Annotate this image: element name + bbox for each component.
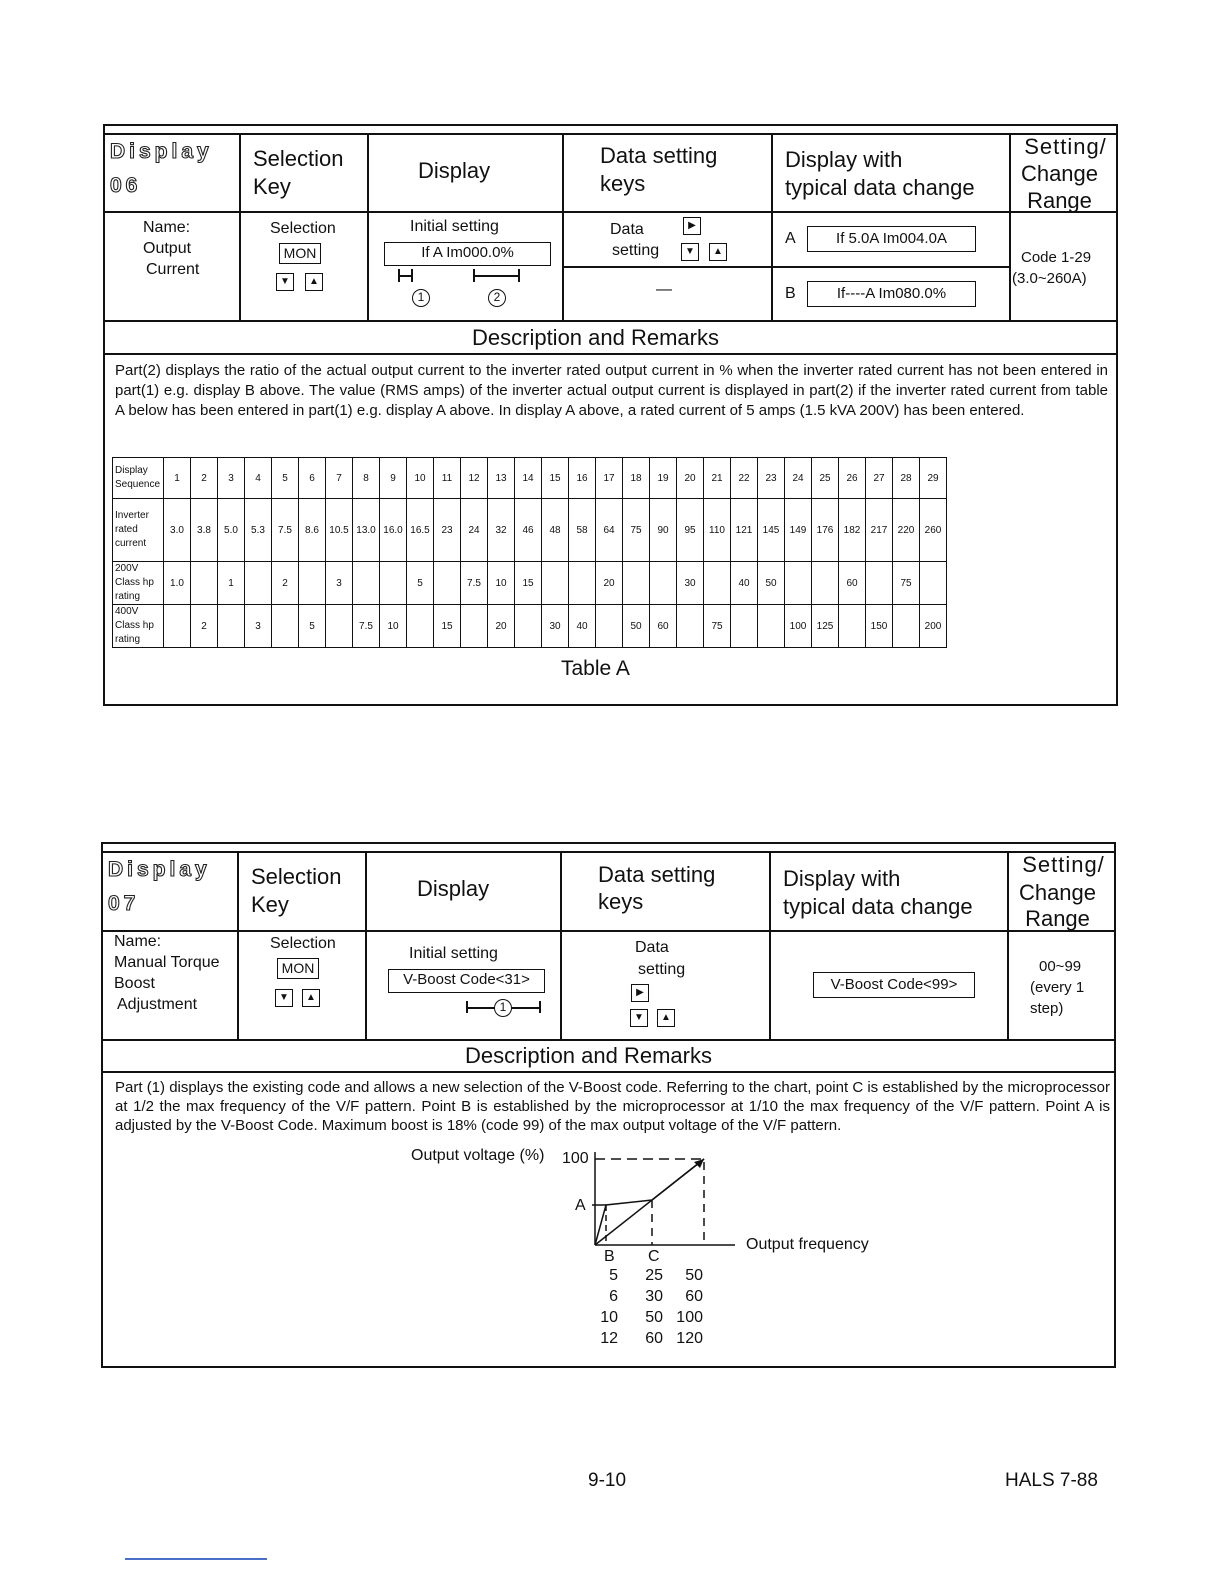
up-key-icon[interactable]: ▲ xyxy=(709,243,727,261)
chart-xlabel: Output frequency xyxy=(746,1236,869,1253)
chart-table-cell: 6 xyxy=(609,1288,618,1305)
table-cell xyxy=(758,605,785,648)
header-display: Display xyxy=(417,876,490,901)
down-key-icon[interactable]: ▼ xyxy=(681,243,699,261)
down-key-icon[interactable]: ▼ xyxy=(276,273,294,291)
header-typical-change: typical data change xyxy=(783,894,973,919)
header-selection: Selection xyxy=(253,146,344,171)
header-display-with: Display with xyxy=(783,866,901,891)
table-cell: 1 xyxy=(164,458,191,499)
table-cell: 15 xyxy=(434,605,461,648)
table-cell: 5.0 xyxy=(218,499,245,562)
row-header: Inverter rated current xyxy=(113,499,164,562)
table-cell: 17 xyxy=(596,458,623,499)
table-cell: 60 xyxy=(839,562,866,605)
selection-label: Selection xyxy=(270,220,336,237)
table-cell xyxy=(353,562,380,605)
table-cell: 28 xyxy=(893,458,920,499)
display-b-lcd: If----A Im080.0% xyxy=(807,281,976,307)
header-keys: keys xyxy=(600,171,646,196)
range-values: 00~99 xyxy=(1039,958,1082,975)
table-cell: 16 xyxy=(569,458,596,499)
table-cell xyxy=(920,562,947,605)
initial-lcd: V-Boost Code<31> xyxy=(388,969,545,993)
chart-table-cell: 25 xyxy=(645,1267,663,1284)
data-label: Data xyxy=(610,221,644,238)
table-cell: 26 xyxy=(839,458,866,499)
part1-marker: 1 xyxy=(494,999,512,1017)
down-key-icon[interactable]: ▼ xyxy=(275,989,293,1007)
chart-table-cell: 5 xyxy=(609,1267,618,1284)
row-header: 400V Class hp rating xyxy=(113,605,164,648)
row-header: Display Sequence xyxy=(113,458,164,499)
table-cell: 9 xyxy=(380,458,407,499)
table-cell: 29 xyxy=(920,458,947,499)
header-setting: Setting/ xyxy=(1022,852,1105,877)
table-cell: 7 xyxy=(326,458,353,499)
table-cell xyxy=(893,605,920,648)
chart-point-b: B xyxy=(604,1248,615,1265)
table-cell xyxy=(866,562,893,605)
header-range: Range xyxy=(1027,188,1092,213)
table-row xyxy=(113,499,947,562)
table-cell: 20 xyxy=(488,605,515,648)
header-range: Range xyxy=(1025,906,1090,931)
table-cell xyxy=(596,605,623,648)
table-cell xyxy=(731,605,758,648)
doc-code: HALS 7-88 xyxy=(1005,1470,1098,1491)
header-change: Change xyxy=(1018,880,1097,905)
name-label: Name: xyxy=(114,933,162,950)
table-cell: 22 xyxy=(731,458,758,499)
description-text: Part(2) displays the ratio of the actual output current to the inverter rated output current in % when the inverter rated current has not been entered in part(1) e.g. display B above. The value (RMS amps) of the inverter actual output current is displayed in part(2) if the inverter rated current from table A below has been entered in part(1) e.g. display A above. In display A above, a rated current of 5 amps (1.5 kVA 200V) has been entered. xyxy=(115,362,1108,419)
table-cell: 260 xyxy=(920,499,947,562)
table-cell xyxy=(677,605,704,648)
name-label: Name: xyxy=(143,219,191,236)
table-cell xyxy=(407,605,434,648)
typical-lcd: V-Boost Code<99> xyxy=(813,972,975,998)
table-cell xyxy=(542,562,569,605)
table-cell: 46 xyxy=(515,499,542,562)
range-step: step) xyxy=(1030,1000,1064,1017)
table-cell: 2 xyxy=(191,458,218,499)
table-cell xyxy=(191,562,218,605)
name-line3: Adjustment xyxy=(117,996,198,1013)
table-cell: 75 xyxy=(623,499,650,562)
header-display-with: Display with xyxy=(785,147,903,172)
table-cell: 24 xyxy=(461,499,488,562)
table-cell: 20 xyxy=(677,458,704,499)
no-key-dash: — xyxy=(656,281,672,298)
table-cell xyxy=(164,605,191,648)
table-row xyxy=(113,562,947,605)
table-cell: 23 xyxy=(758,458,785,499)
name-line1: Manual Torque xyxy=(114,954,220,971)
table-cell: 50 xyxy=(758,562,785,605)
chart-table-row xyxy=(590,1309,703,1330)
table-cell: 2 xyxy=(272,562,299,605)
table-cell: 20 xyxy=(596,562,623,605)
table-cell: 32 xyxy=(488,499,515,562)
table-cell: 30 xyxy=(677,562,704,605)
table-cell: 3 xyxy=(245,605,272,648)
table-cell: 48 xyxy=(542,499,569,562)
table-cell: 5 xyxy=(272,458,299,499)
description-text: Part (1) displays the existing code and allows a new selection of the V-Boost code. Referring to the chart, point C is established by the microprocessor at 1/2 the max frequency of the V/F pattern. Point B is established by the microprocessor at 1/10 the max frequency of the V/F pattern. Point A is adjusted by the V-Boost Code. Maximum boost is 18% (code 99) of the max output voltage of the V/F pattern. xyxy=(115,1079,1110,1134)
table-cell: 182 xyxy=(839,499,866,562)
table-cell: 3.8 xyxy=(191,499,218,562)
range-code: Code 1-29 xyxy=(1021,249,1092,266)
right-key-icon[interactable]: ▶ xyxy=(683,217,701,235)
table-cell: 150 xyxy=(866,605,893,648)
setting-label: setting xyxy=(638,961,686,978)
chart-table-row xyxy=(590,1330,703,1351)
table-cell: 12 xyxy=(461,458,488,499)
table-cell: 4 xyxy=(245,458,272,499)
name-line2: Current xyxy=(146,261,200,278)
part1-marker: 1 xyxy=(412,289,430,307)
table-cell: 217 xyxy=(866,499,893,562)
table-cell: 125 xyxy=(812,605,839,648)
header-selection: Selection xyxy=(251,864,342,889)
table-cell: 13 xyxy=(488,458,515,499)
table-cell: 7.5 xyxy=(272,499,299,562)
table-cell: 19 xyxy=(650,458,677,499)
display-number: 06 xyxy=(110,174,142,197)
right-key-icon[interactable]: ▶ xyxy=(631,984,649,1002)
table-cell: 220 xyxy=(893,499,920,562)
table-cell: 10 xyxy=(488,562,515,605)
header-key: Key xyxy=(251,892,289,917)
vf-chart xyxy=(590,1150,740,1250)
table-cell: 1.0 xyxy=(164,562,191,605)
table-row xyxy=(113,458,947,499)
table-cell xyxy=(515,605,542,648)
setting-label: setting xyxy=(612,242,660,259)
display-number: 07 xyxy=(108,892,140,915)
chart-table-cell: 30 xyxy=(645,1288,663,1305)
table-cell: 10.5 xyxy=(326,499,353,562)
up-key-icon[interactable]: ▲ xyxy=(302,989,320,1007)
mon-key[interactable]: MON xyxy=(279,243,321,264)
table-cell xyxy=(326,605,353,648)
table-cell: 10 xyxy=(380,605,407,648)
initial-lcd: If A Im000.0% xyxy=(384,242,551,266)
table-cell: 3 xyxy=(218,458,245,499)
table-cell xyxy=(380,562,407,605)
table-cell: 95 xyxy=(677,499,704,562)
chart-y100: 100 xyxy=(562,1150,589,1167)
table-cell: 2 xyxy=(191,605,218,648)
table-cell: 5 xyxy=(407,562,434,605)
row-header: 200V Class hp rating xyxy=(113,562,164,605)
table-cell: 149 xyxy=(785,499,812,562)
chart-table-cell: 60 xyxy=(645,1330,663,1347)
table-cell: 30 xyxy=(542,605,569,648)
table-cell: 58 xyxy=(569,499,596,562)
name-line2: Boost xyxy=(114,975,155,992)
table-cell: 60 xyxy=(650,605,677,648)
range-every: (every 1 xyxy=(1030,979,1085,996)
table-cell: 40 xyxy=(731,562,758,605)
table-cell: 8 xyxy=(353,458,380,499)
table-cell: 16.0 xyxy=(380,499,407,562)
display-a-lcd: If 5.0A Im004.0A xyxy=(807,226,976,252)
table-cell: 16.5 xyxy=(407,499,434,562)
table-cell: 14 xyxy=(515,458,542,499)
table-cell: 3.0 xyxy=(164,499,191,562)
header-data-setting: Data setting xyxy=(598,862,716,887)
table-cell: 75 xyxy=(893,562,920,605)
table-cell: 176 xyxy=(812,499,839,562)
header-keys: keys xyxy=(598,889,644,914)
table-cell xyxy=(218,605,245,648)
table-cell: 75 xyxy=(704,605,731,648)
chart-table xyxy=(590,1267,703,1351)
table-cell: 110 xyxy=(704,499,731,562)
chart-table-cell: 12 xyxy=(600,1330,618,1347)
data-label: Data xyxy=(635,939,669,956)
header-typical-change: typical data change xyxy=(785,175,975,200)
part2-marker: 2 xyxy=(488,289,506,307)
chart-ylabel: Output voltage (%) xyxy=(411,1147,545,1164)
header-setting: Setting/ xyxy=(1024,134,1107,159)
table-cell xyxy=(704,562,731,605)
table-cell xyxy=(623,562,650,605)
table-cell xyxy=(434,562,461,605)
page-number: 9-10 xyxy=(588,1470,627,1491)
table-cell: 121 xyxy=(731,499,758,562)
table-a xyxy=(112,457,947,648)
table-row xyxy=(113,605,947,648)
table-cell: 8.6 xyxy=(299,499,326,562)
chart-table-cell: 10 xyxy=(600,1309,618,1326)
selection-label: Selection xyxy=(270,935,336,952)
table-cell: 6 xyxy=(299,458,326,499)
table-cell: 18 xyxy=(623,458,650,499)
table-cell: 90 xyxy=(650,499,677,562)
initial-setting-label: Initial setting xyxy=(409,945,498,962)
display-title: Display xyxy=(110,140,213,163)
range-amps: (3.0~260A) xyxy=(1012,270,1087,287)
initial-setting-label: Initial setting xyxy=(410,218,499,235)
table-cell xyxy=(569,562,596,605)
chart-table-row xyxy=(590,1288,703,1309)
up-key-icon[interactable]: ▲ xyxy=(657,1009,675,1027)
table-cell: 5.3 xyxy=(245,499,272,562)
table-cell xyxy=(245,562,272,605)
table-cell xyxy=(272,605,299,648)
display-b-label: B xyxy=(785,285,796,302)
table-cell xyxy=(650,562,677,605)
table-cell: 21 xyxy=(704,458,731,499)
chart-table-cell: 50 xyxy=(645,1309,663,1326)
description-title: Description and Remarks xyxy=(465,1043,712,1068)
display-a-label: A xyxy=(785,230,796,247)
footer-rule xyxy=(125,1558,267,1560)
table-cell xyxy=(785,562,812,605)
table-cell: 5 xyxy=(299,605,326,648)
description-title: Description and Remarks xyxy=(472,325,719,350)
table-cell: 1 xyxy=(218,562,245,605)
chart-table-cell: 120 xyxy=(676,1330,703,1347)
header-display: Display xyxy=(418,158,491,183)
table-cell xyxy=(839,605,866,648)
chart-table-row xyxy=(590,1267,703,1288)
name-line1: Output xyxy=(143,240,192,257)
table-cell: 64 xyxy=(596,499,623,562)
table-cell: 50 xyxy=(623,605,650,648)
table-cell: 23 xyxy=(434,499,461,562)
up-key-icon[interactable]: ▲ xyxy=(305,273,323,291)
header-key: Key xyxy=(253,174,291,199)
table-cell: 100 xyxy=(785,605,812,648)
table-cell: 7.5 xyxy=(461,562,488,605)
table-cell: 40 xyxy=(569,605,596,648)
table-caption: Table A xyxy=(561,657,630,680)
chart-table-cell: 50 xyxy=(685,1267,703,1284)
table-cell xyxy=(299,562,326,605)
table-cell: 24 xyxy=(785,458,812,499)
mon-key[interactable]: MON xyxy=(277,958,319,979)
table-cell: 11 xyxy=(434,458,461,499)
chart-table-cell: 60 xyxy=(685,1288,703,1305)
table-cell xyxy=(461,605,488,648)
table-cell: 15 xyxy=(542,458,569,499)
table-cell: 7.5 xyxy=(353,605,380,648)
chart-point-a: A xyxy=(575,1197,586,1214)
chart-point-c: C xyxy=(648,1248,660,1265)
chart-table-cell: 100 xyxy=(676,1309,703,1326)
table-cell: 25 xyxy=(812,458,839,499)
header-change: Change xyxy=(1020,161,1099,186)
table-cell: 145 xyxy=(758,499,785,562)
down-key-icon[interactable]: ▼ xyxy=(630,1009,648,1027)
table-cell xyxy=(812,562,839,605)
display-title: Display xyxy=(108,858,211,881)
table-cell: 200 xyxy=(920,605,947,648)
table-cell: 13.0 xyxy=(353,499,380,562)
table-cell: 27 xyxy=(866,458,893,499)
table-cell: 15 xyxy=(515,562,542,605)
table-cell: 10 xyxy=(407,458,434,499)
table-cell: 3 xyxy=(326,562,353,605)
header-data-setting: Data setting xyxy=(600,143,718,168)
